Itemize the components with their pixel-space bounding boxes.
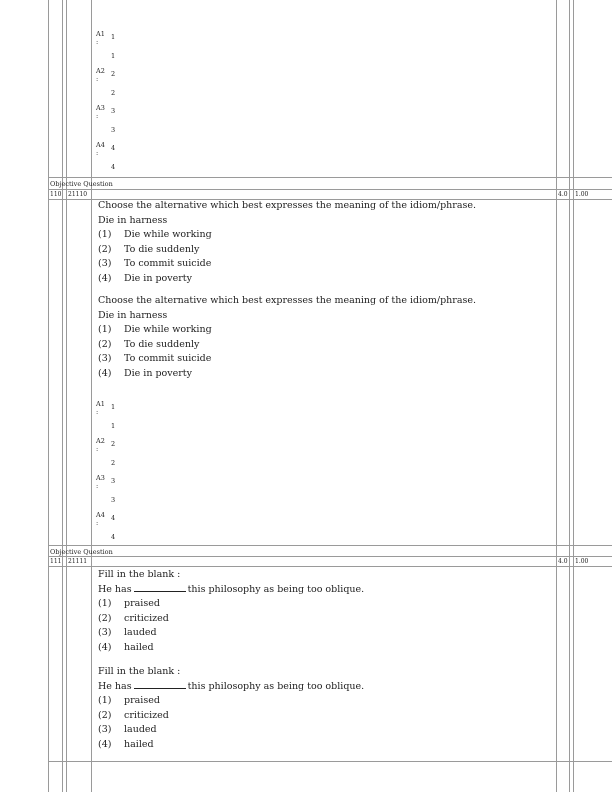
answer-label: A1 — [96, 400, 105, 408]
answer-label: A3 — [96, 104, 105, 112]
option-text: To commit suicide — [124, 258, 212, 270]
question-id: 21110 — [68, 191, 88, 198]
question-subject: Die in harness — [98, 214, 168, 226]
table-divider — [62, 0, 63, 792]
answer-item — [96, 437, 136, 474]
row-divider — [48, 189, 612, 190]
option-text: Die in poverty — [124, 272, 192, 284]
option-number: (4) — [98, 641, 112, 653]
row-divider — [48, 566, 612, 567]
option-number: (4) — [98, 272, 112, 284]
answer-id: 4 — [111, 163, 116, 171]
answer-colon: : — [96, 112, 99, 120]
option-number: (3) — [98, 353, 112, 365]
option-item — [98, 626, 498, 641]
option-item — [98, 694, 498, 709]
answer-label: A4 — [96, 511, 105, 519]
answer-value: 2 — [111, 440, 116, 448]
option-number: (3) — [98, 627, 112, 639]
answer-colon: : — [96, 75, 99, 83]
answer-label: A2 — [96, 67, 105, 75]
question-subject: Die in harness — [98, 309, 168, 321]
answer-value: 1 — [111, 403, 116, 411]
answer-item — [96, 511, 136, 548]
option-number: (1) — [98, 598, 112, 610]
answer-item — [96, 30, 136, 67]
option-text: To die suddenly — [124, 338, 200, 350]
question-marks: 4.0 — [558, 558, 568, 565]
blank-line — [134, 583, 186, 592]
option-item — [98, 323, 498, 338]
row-divider — [48, 761, 612, 762]
question-stem: Choose the alternative which best expresses the meaning of the idiom/phrase. — [98, 200, 476, 211]
option-item — [98, 367, 498, 382]
question-text-repeat — [98, 665, 498, 753]
option-item — [98, 272, 498, 287]
answer-colon: : — [96, 149, 99, 157]
option-number: (4) — [98, 738, 112, 750]
option-number: (2) — [98, 243, 112, 255]
answer-list — [96, 400, 136, 548]
option-item — [98, 338, 498, 353]
question-negative-marks: 1.00 — [575, 191, 589, 198]
question-text — [98, 568, 498, 656]
option-text: praised — [124, 598, 160, 610]
answer-value: 2 — [111, 70, 116, 78]
option-text: lauded — [124, 627, 157, 639]
answer-item — [96, 104, 136, 141]
section-label: Objective Question — [50, 180, 113, 188]
answer-id: 3 — [111, 496, 116, 504]
answer-label: A4 — [96, 141, 105, 149]
option-number: (1) — [98, 324, 112, 336]
table-divider — [556, 0, 557, 792]
question-stem: Fill in the blank : — [98, 666, 181, 677]
answer-list — [96, 30, 136, 178]
answer-id: 3 — [111, 126, 116, 134]
question-number: 110 — [50, 191, 62, 198]
answer-id: 1 — [111, 422, 116, 430]
option-number: (2) — [98, 612, 112, 624]
question-text — [98, 199, 498, 287]
option-item — [98, 243, 498, 258]
option-item — [98, 612, 498, 627]
option-item — [98, 257, 498, 272]
option-item — [98, 723, 498, 738]
table-divider — [91, 0, 92, 792]
option-text: hailed — [124, 641, 154, 653]
question-id: 21111 — [68, 558, 88, 565]
answer-colon: : — [96, 482, 99, 490]
option-text: criticized — [124, 709, 169, 721]
answer-label: A3 — [96, 474, 105, 482]
answer-colon: : — [96, 408, 99, 416]
answer-value: 4 — [111, 144, 116, 152]
question-number: 111 — [50, 558, 62, 565]
question-negative-marks: 1.00 — [575, 558, 589, 565]
option-item — [98, 709, 498, 724]
table-divider — [569, 0, 570, 792]
answer-id: 1 — [111, 52, 116, 60]
answer-value: 3 — [111, 107, 116, 115]
answer-colon: : — [96, 445, 99, 453]
answer-item — [96, 400, 136, 437]
table-border-left — [48, 0, 49, 792]
answer-colon: : — [96, 38, 99, 46]
option-number: (4) — [98, 367, 112, 379]
option-text: praised — [124, 695, 160, 707]
option-number: (3) — [98, 258, 112, 270]
row-divider — [48, 556, 612, 557]
question-stem: Fill in the blank : — [98, 569, 181, 580]
blank-line — [134, 680, 186, 689]
answer-id: 2 — [111, 89, 116, 97]
answer-value: 1 — [111, 33, 116, 41]
option-text: Die in poverty — [124, 367, 192, 379]
section-label: Objective Question — [50, 548, 113, 556]
question-text-repeat — [98, 294, 498, 382]
answer-label: A2 — [96, 437, 105, 445]
option-number: (3) — [98, 724, 112, 736]
question-stem: Choose the alternative which best expresses the meaning of the idiom/phrase. — [98, 295, 476, 306]
option-text: hailed — [124, 738, 154, 750]
option-item — [98, 352, 498, 367]
answer-item — [96, 474, 136, 511]
answer-item — [96, 141, 136, 178]
option-item — [98, 597, 498, 612]
answer-value: 3 — [111, 477, 116, 485]
answer-value: 4 — [111, 514, 116, 522]
table-divider — [573, 0, 574, 792]
option-text: lauded — [124, 724, 157, 736]
option-text: To commit suicide — [124, 353, 212, 365]
question-marks: 4.0 — [558, 191, 568, 198]
answer-label: A1 — [96, 30, 105, 38]
answer-colon: : — [96, 519, 99, 527]
answer-id: 4 — [111, 533, 116, 541]
option-number: (2) — [98, 338, 112, 350]
option-number: (1) — [98, 229, 112, 241]
option-text: criticized — [124, 612, 169, 624]
answer-item — [96, 67, 136, 104]
option-item — [98, 738, 498, 753]
option-text: Die while working — [124, 229, 212, 241]
option-number: (2) — [98, 709, 112, 721]
option-text: Die while working — [124, 324, 212, 336]
option-item — [98, 228, 498, 243]
answer-id: 2 — [111, 459, 116, 467]
option-text: To die suddenly — [124, 243, 200, 255]
question-subject: He has this philosophy as being too oblique. — [98, 680, 365, 692]
question-subject: He has this philosophy as being too oblique. — [98, 583, 365, 595]
table-divider — [66, 0, 67, 792]
option-number: (1) — [98, 695, 112, 707]
option-item — [98, 641, 498, 656]
